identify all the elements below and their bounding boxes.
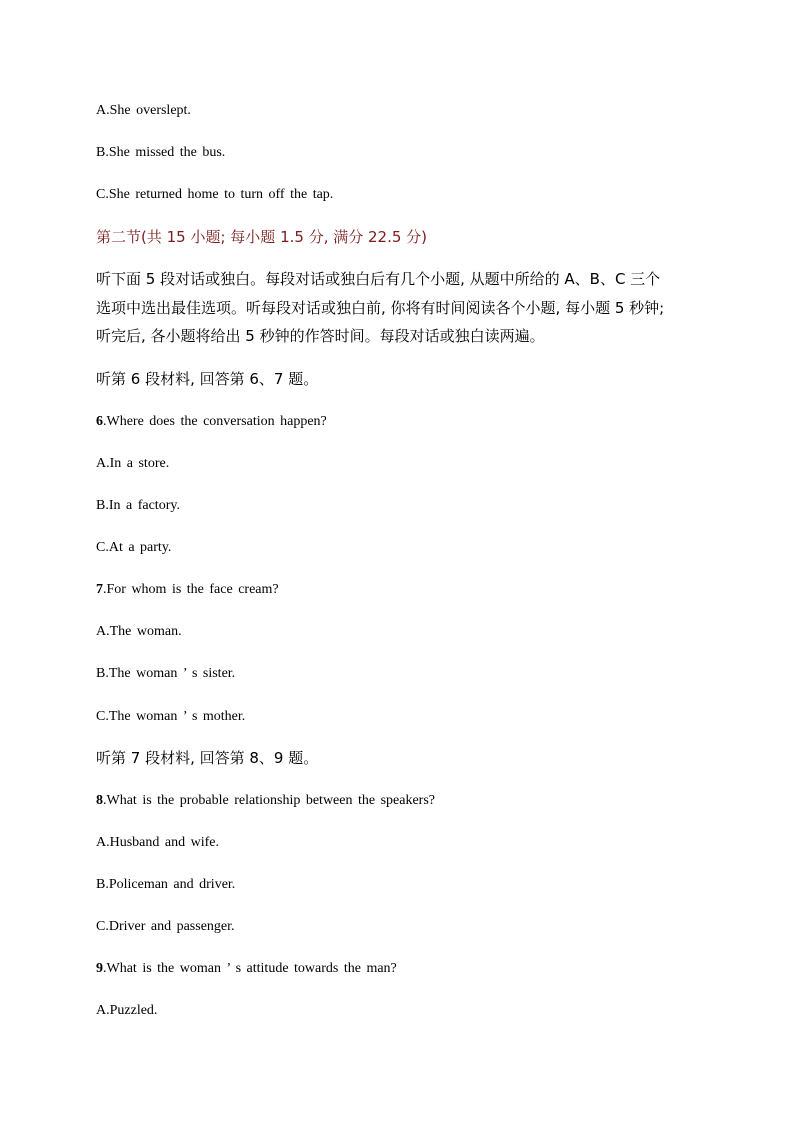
q9-option-a: A.Puzzled. bbox=[96, 1003, 158, 1018]
q8-option-a: A.Husband and wife. bbox=[96, 835, 219, 850]
option-c: C.She returned home to turn off the tap. bbox=[96, 187, 334, 202]
question-7 bbox=[96, 581, 279, 599]
instructions-line-1: 听下面 5 段对话或独白。每段对话或独白后有几个小题, 从题中所给的 A、B、C 三个 bbox=[96, 270, 661, 288]
instructions-line-2: 选项中选出最佳选项。听每段对话或独白前, 你将有时间阅读各个小题, 每小题 5 秒钟; bbox=[96, 299, 665, 317]
q6-option-b: B.In a factory. bbox=[96, 498, 180, 513]
option-a: A.She overslept. bbox=[96, 103, 191, 118]
q8-option-c: C.Driver and passenger. bbox=[96, 919, 235, 934]
q7-option-b: B.The woman ’ s sister. bbox=[96, 666, 236, 681]
group-intro-6: 听第 6 段材料, 回答第 6、7 题。 bbox=[96, 370, 319, 388]
group-intro-7: 听第 7 段材料, 回答第 8、9 题。 bbox=[96, 749, 319, 767]
question-number: 9 bbox=[96, 961, 103, 976]
question-6 bbox=[96, 413, 327, 431]
section-heading: 第二节(共 15 小题; 每小题 1.5 分, 满分 22.5 分) bbox=[96, 228, 428, 246]
question-text: .Where does the conversation happen? bbox=[103, 414, 327, 429]
question-text: .What is the woman ’ s attitude towards the man? bbox=[103, 961, 397, 976]
option-b: B.She missed the bus. bbox=[96, 145, 226, 160]
q7-option-a: A.The woman. bbox=[96, 624, 182, 639]
q6-option-c: C.At a party. bbox=[96, 540, 172, 555]
q8-option-b: B.Policeman and driver. bbox=[96, 877, 236, 892]
q7-option-c: C.The woman ’ s mother. bbox=[96, 709, 246, 724]
instructions-line-3: 听完后, 各小题将给出 5 秒钟的作答时间。每段对话或独白读两遍。 bbox=[96, 327, 545, 345]
question-8 bbox=[96, 792, 435, 810]
question-text: .For whom is the face cream? bbox=[103, 582, 279, 597]
q6-option-a: A.In a store. bbox=[96, 456, 170, 471]
question-number: 6 bbox=[96, 414, 103, 429]
question-number: 7 bbox=[96, 582, 103, 597]
question-9 bbox=[96, 960, 397, 978]
question-number: 8 bbox=[96, 793, 103, 808]
question-text: .What is the probable relationship between the speakers? bbox=[103, 793, 435, 808]
